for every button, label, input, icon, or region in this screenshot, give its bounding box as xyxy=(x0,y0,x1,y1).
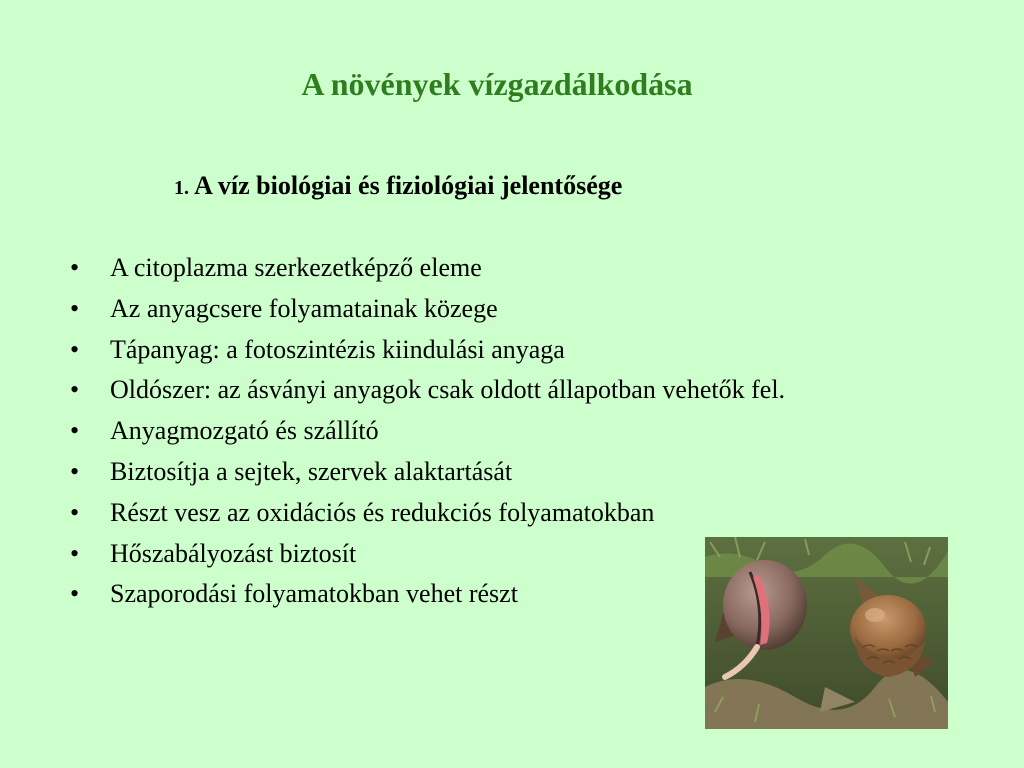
slide-title: A növények vízgazdálkodása xyxy=(301,66,693,102)
bullet-text: Oldószer: az ásványi anyagok csak oldott állapotban vehetők fel. xyxy=(110,375,786,405)
bullet-icon: • xyxy=(70,253,80,282)
bullet-text: Hőszabályozást biztosít xyxy=(110,538,357,568)
germinating-acorn-photo xyxy=(705,537,948,729)
bullet-icon: • xyxy=(70,456,80,486)
bullet-item xyxy=(66,411,785,452)
section-heading xyxy=(174,168,622,206)
bullet-item xyxy=(66,493,785,534)
bullet-icon: • xyxy=(70,293,80,323)
bullet-text: Tápanyag: a fotoszintézis kiindulási anyaga xyxy=(110,334,565,364)
bullet-item xyxy=(66,574,785,615)
bullet-icon: • xyxy=(70,334,80,364)
bullet-item xyxy=(66,289,785,330)
bullet-icon: • xyxy=(70,497,80,527)
bullet-item xyxy=(66,370,785,411)
bullet-list xyxy=(66,248,785,615)
bullet-text: Biztosítja a sejtek, szervek alaktartását xyxy=(110,456,513,486)
bullet-item xyxy=(66,248,785,289)
section-heading-text: A víz biológiai és fiziológiai jelentősége xyxy=(194,171,623,200)
section-number: 1. xyxy=(174,177,189,199)
bullet-icon: • xyxy=(70,579,80,609)
bullet-item xyxy=(66,534,785,575)
bullet-item xyxy=(66,452,785,493)
bullet-text: Az anyagcsere folyamatainak közege xyxy=(110,293,498,323)
bullet-icon: • xyxy=(70,538,80,568)
bullet-text: Szaporodási folyamatokban vehet részt xyxy=(110,579,518,609)
bullet-icon: • xyxy=(70,375,80,405)
bullet-text: Részt vesz az oxidációs és redukciós folyamatokban xyxy=(110,497,655,527)
bullet-text: A citoplazma szerkezetképző eleme xyxy=(110,253,482,282)
bullet-item xyxy=(66,330,785,371)
bullet-text: Anyagmozgató és szállító xyxy=(110,416,379,446)
bullet-icon: • xyxy=(70,416,80,446)
